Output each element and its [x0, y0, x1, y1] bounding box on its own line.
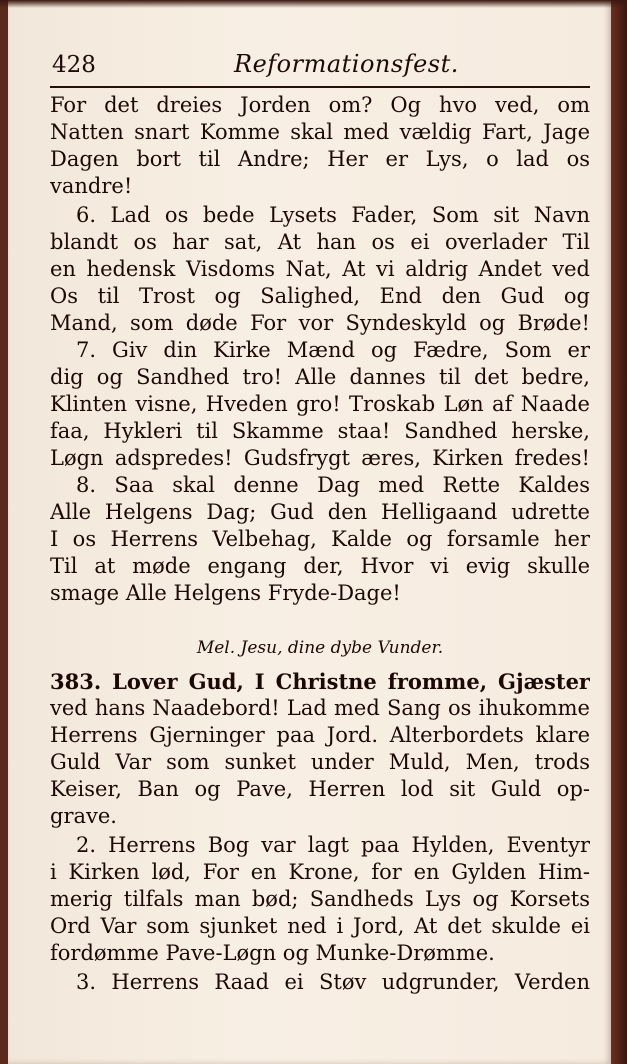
- text-line: Os til Trost og Salighed, End den Gud og: [50, 284, 590, 308]
- running-title: Reformationsfest.: [234, 50, 459, 78]
- text-line: vandre!: [50, 174, 133, 198]
- text-line: faa, Hykleri til Skamme staa! Sandhed herske,: [50, 419, 590, 443]
- text-line: fordømme Pave-Løgn og Munke-Drømme.: [50, 941, 495, 965]
- text-line: Til at møde engang der, Hvor vi evig skulle: [50, 554, 590, 578]
- text-line: Ord Var som sjunket ned i Jord, At det skulde ei: [50, 914, 590, 938]
- header-rule: [50, 86, 590, 88]
- verse-start-7: 7. Giv din Kirke Mænd og Fædre, Som er: [76, 338, 590, 362]
- text-line: smage Alle Helgens Fryde-Dage!: [50, 581, 401, 605]
- text-line: grave.: [50, 804, 117, 828]
- text-line: Alle Helgens Dag; Gud den Helligaand udrette: [50, 500, 590, 524]
- hymn-text: [50, 92, 595, 1052]
- text-line: Natten snart Komme skal med vældig Fart, Jage: [50, 120, 590, 144]
- melody-indication: Mel. Jesu, dine dybe Vunder.: [196, 638, 444, 658]
- text-line: Keiser, Ban og Pave, Herren lod sit Guld op-: [50, 777, 590, 801]
- verse-start-2: 2. Herrens Bog var lagt paa Hylden, Eventyr: [76, 833, 590, 857]
- text-line: Guld Var som sunket under Muld, Men, trods: [50, 750, 590, 774]
- text-line: Dagen bort til Andre; Her er Lys, o lad os: [50, 147, 590, 171]
- text-line: I os Herrens Velbehag, Kalde og forsamle her: [50, 527, 590, 551]
- text-line: dig og Sandhed tro! Alle dannes til det bedre,: [50, 365, 590, 389]
- verse-start-3: 3. Herrens Raad ei Støv udgrunder, Verden: [76, 970, 590, 994]
- page-number: 428: [52, 52, 96, 78]
- text-line: en hedensk Visdoms Nat, At vi aldrig Andet ved: [50, 257, 590, 281]
- text-line: Klinten visne, Hveden gro! Troskab Løn af Naade: [50, 392, 590, 416]
- text-line: Herrens Gjerninger paa Jord. Alterbordets klare: [50, 723, 590, 747]
- page-edge-right: [611, 0, 627, 1064]
- text-line: ved hans Naadebord! Lad med Sang os ihukomme: [50, 696, 590, 720]
- page-edge-top: [0, 0, 627, 8]
- text-line: For det dreies Jorden om? Og hvo ved, om: [50, 93, 590, 117]
- text-line: Løgn adspredes! Gudsfrygt æres, Kirken fredes!: [50, 446, 590, 470]
- hymn-383-start: 383. Lover Gud, I Christne fromme, Gjæster: [50, 669, 590, 694]
- text-line: merig tilfals man bød; Sandheds Lys og Korsets: [50, 887, 590, 911]
- verse-start-6: 6. Lad os bede Lysets Fader, Som sit Navn: [76, 203, 590, 227]
- verse-start-8: 8. Saa skal denne Dag med Rette Kaldes: [76, 473, 590, 497]
- text-line: Mand, som døde For vor Syndeskyld og Brøde!: [50, 311, 590, 335]
- text-line: i Kirken lød, For en Krone, for en Gylden Him-: [50, 860, 590, 884]
- page-header: [52, 48, 597, 88]
- text-line: blandt os har sat, At han os ei overlader Til: [50, 230, 590, 254]
